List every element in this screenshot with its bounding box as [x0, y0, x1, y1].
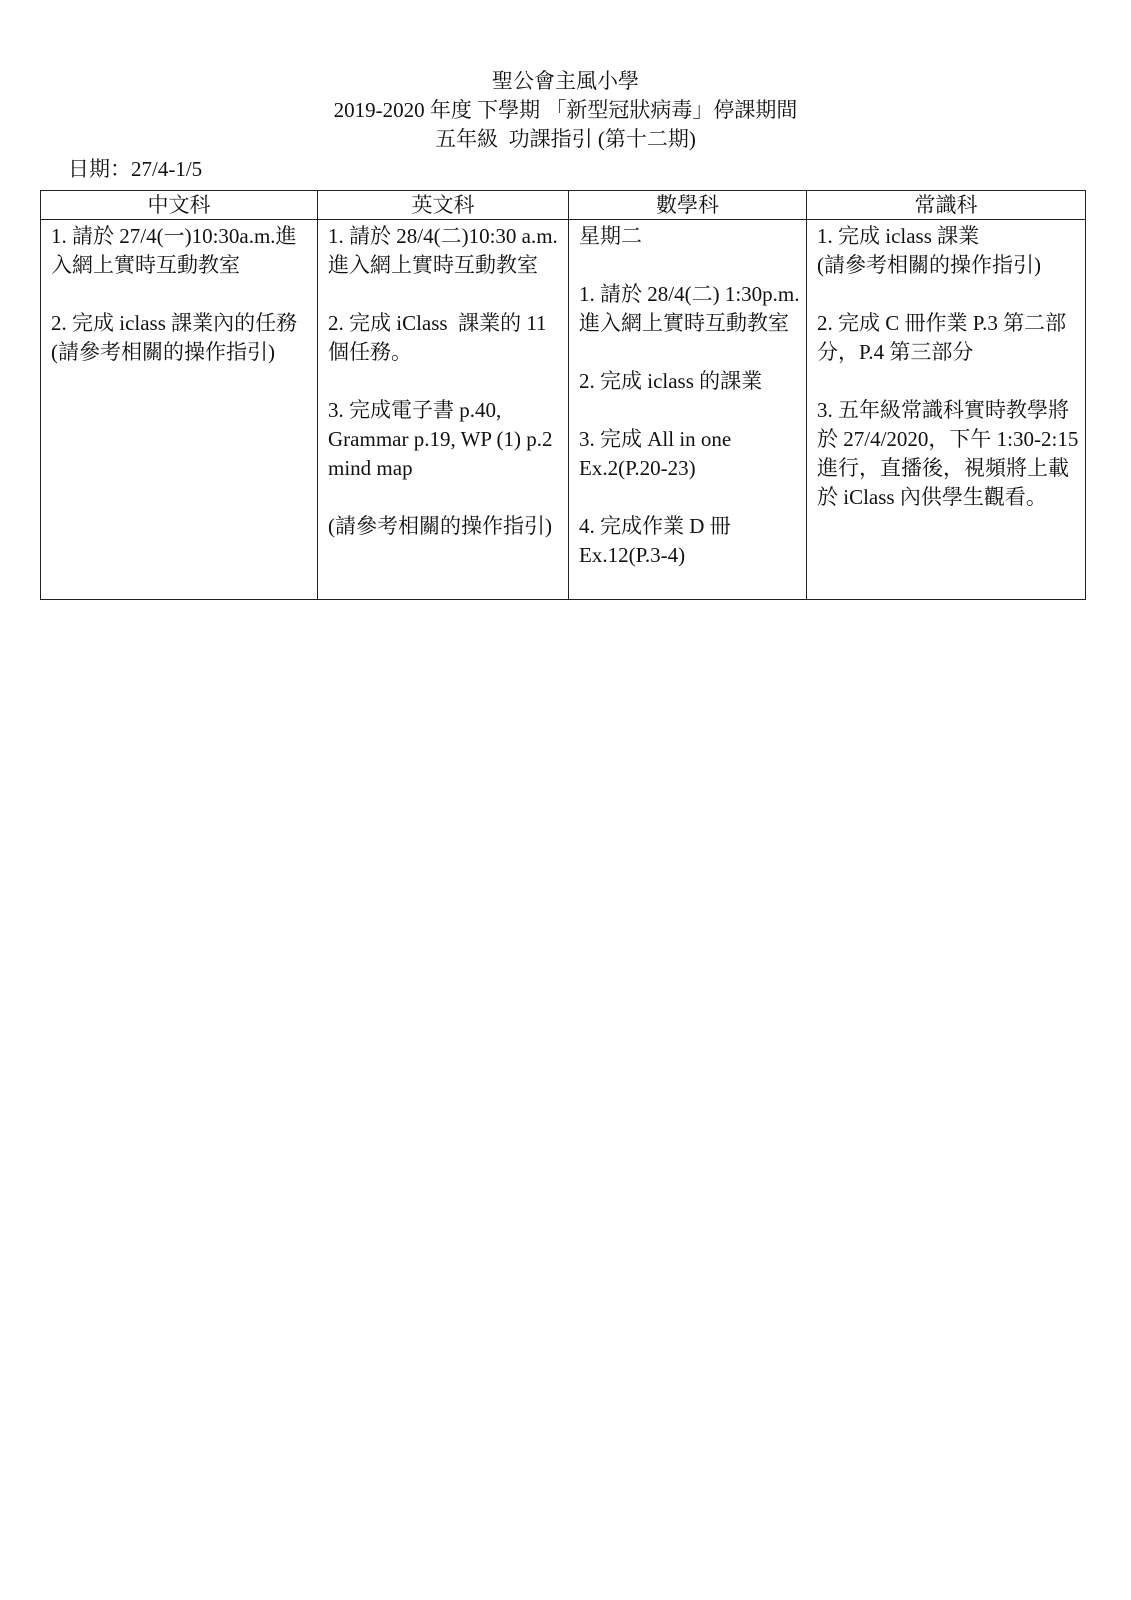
period-title: 2019-2020 年度 下學期 「新型冠狀病毒」停課期間	[333, 98, 798, 122]
task-entry: 3. 完成 All in one Ex.2(P.20-23)	[579, 427, 737, 480]
task-entry: 1. 請於 27/4(一)10:30a.m.進入網上實時互動教室	[51, 224, 297, 277]
task-entry: 4. 完成作業 D 冊 Ex.12(P.3-4)	[579, 514, 736, 567]
task-entry: 3. 完成電子書 p.40, Grammar p.19, WP (1) p.2 mind map	[328, 398, 558, 480]
document-header	[0, 67, 1131, 154]
task-entry: 1. 請於 28/4(二) 1:30p.m.進入網上實時互動教室	[579, 282, 800, 335]
task-entry: (請參考相關的操作指引)	[328, 514, 552, 538]
guide-title: 五年級 功課指引 (第十二期)	[435, 127, 696, 151]
column-header-english: 英文科	[318, 191, 569, 220]
table-header-row	[41, 191, 1086, 220]
column-header-general-studies: 常識科	[807, 191, 1086, 220]
homework-table	[40, 190, 1086, 600]
table-row	[41, 220, 1086, 600]
math-tasks-cell	[569, 220, 807, 600]
column-header-chinese: 中文科	[41, 191, 318, 220]
task-entry: 星期二	[579, 224, 642, 248]
chinese-tasks-cell	[41, 220, 318, 600]
general-studies-tasks-cell	[807, 220, 1086, 600]
school-name: 聖公會主風小學	[492, 69, 639, 93]
task-entry: 1. 請於 28/4(二)10:30 a.m. 進入網上實時互動教室	[328, 224, 564, 277]
task-entry: 2. 完成 iClass 課業的 11 個任務。	[328, 311, 552, 364]
task-entry: 2. 完成 iclass 課業內的任務 (請參考相關的操作指引)	[51, 311, 298, 364]
date-range: 日期：27/4-1/5	[68, 157, 203, 181]
column-header-math: 數學科	[569, 191, 807, 220]
task-entry: 2. 完成 iclass 的課業	[579, 369, 763, 393]
task-entry: 3. 五年級常識科實時教學將於 27/4/2020，下午 1:30-2:15 進行，直播後，視頻將上載於 iClass 內供學生觀看。	[817, 398, 1084, 509]
task-entry: 1. 完成 iclass 課業 (請參考相關的操作指引)	[817, 224, 1041, 277]
task-entry: 2. 完成 C 冊作業 P.3 第二部分，P.4 第三部分	[817, 311, 1067, 364]
english-tasks-cell	[318, 220, 569, 600]
